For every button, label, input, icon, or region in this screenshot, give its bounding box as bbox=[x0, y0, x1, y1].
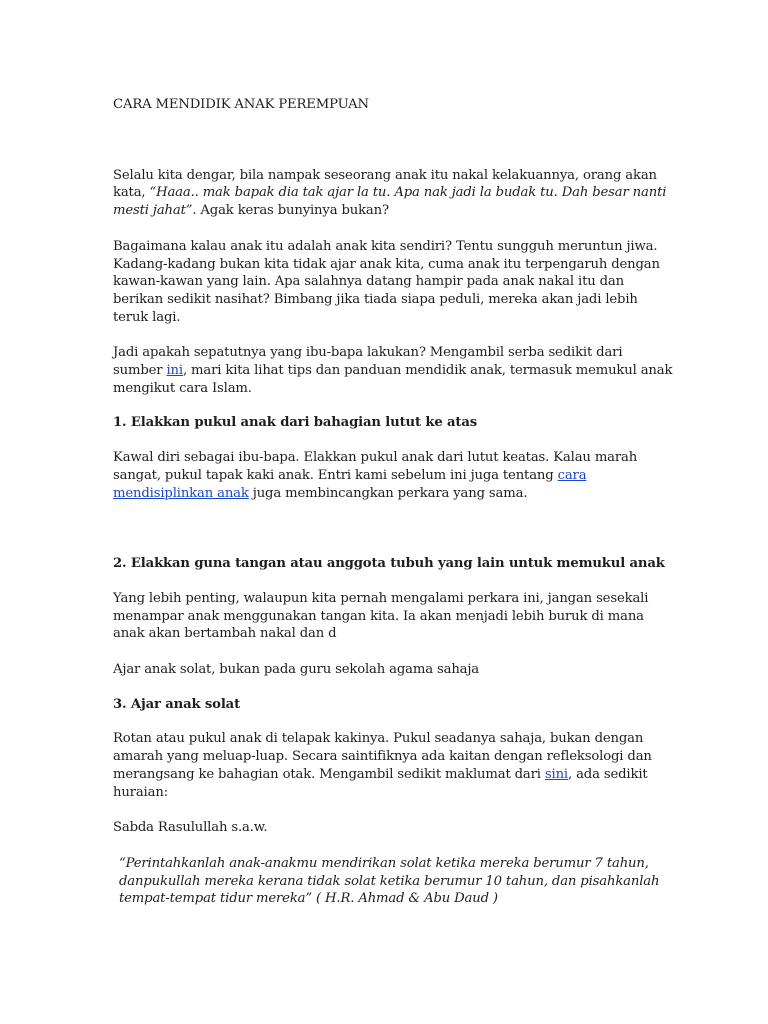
document-title: CARA MENDIDIK ANAK PEREMPUAN bbox=[113, 97, 369, 112]
heading-2: 2. Elakkan guna tangan atau anggota tubuh yang lain untuk memukul anak bbox=[113, 556, 665, 572]
paragraph-hadith-intro: Sabda Rasulullah s.a.w. bbox=[113, 820, 268, 836]
inline-quote: “Haaa.. mak bapak dia tak ajar la tu. Apa nak jadi la budak tu. Dah besar nanti mesti jahat” bbox=[113, 185, 667, 219]
hadith-quote: “Perintahkanlah anak-anakmu mendirikan solat ketika mereka berumur 7 tahun, danpukullah mereka kerana tidak solat ketika berumur 10 tahun, dan pisahkanlah tempat-tempat tidur mereka” ( H.R. Ahmad & Abu Daud ) bbox=[119, 855, 660, 907]
paragraph-foot-sole-tail: , ada sedikit huraian: bbox=[113, 766, 648, 800]
paragraph-intro-text: Selalu kita dengar, bila nampak seseorang anak itu nakal kelakuannya, orang akan kata, bbox=[113, 167, 657, 201]
heading-1: 1. Elakkan pukul anak dari bahagian lutut ke atas bbox=[113, 415, 478, 431]
paragraph-source-text: Jadi apakah sepatutnya yang ibu-bapa lakukan? Mengambil serba sedikit dari sumber bbox=[113, 345, 623, 379]
paragraph-source-tail: , mari kita lihat tips dan panduan mendidik anak, termasuk memukul anak mengikut cara Islam. bbox=[113, 363, 673, 396]
paragraph-self-control-text: Kawal diri sebagai ibu-bapa. Elakkan pukul anak dari lutut keatas. Kalau marah sangat, pukul tapak kaki anak. Entri kami sebelum ini juga tentang bbox=[113, 450, 638, 483]
link-sini[interactable]: sini bbox=[544, 766, 569, 782]
paragraph-foot-sole bbox=[113, 730, 673, 801]
link-cara-mendisiplinkan-anak[interactable]: cara mendisiplinkan anak bbox=[113, 467, 587, 501]
paragraph-own-child: Bagaimana kalau anak itu adalah anak kita sendiri? Tentu sungguh meruntun jiwa. Kadang-kadang bukan kita tidak ajar anak kita, cuma anak itu terpengaruh dengan kawan-kawan yang lain. Apa salahnya datang hampir pada anak nakal itu dan berikan sedikit nasihat? Bimbang jika tiada siapa peduli, mereka akan jadi lebih teruk lagi. bbox=[113, 238, 660, 325]
paragraph-foot-sole-text: Rotan atau pukul anak di telapak kakinya. Pukul seadanya sahaja, bukan dengan amarah yang meluap-luap. Secara saintifiknya ada kaitan dengan refleksologi dan merangsang ke bahagian otak. Mengambil sedikit maklumat dari bbox=[113, 731, 652, 782]
paragraph-self-control-tail: juga membincangkan perkara yang sama. bbox=[248, 485, 528, 501]
paragraph-source bbox=[113, 344, 673, 397]
paragraph-intro bbox=[113, 167, 673, 220]
paragraph-intro-tail: . Agak keras bunyinya bukan? bbox=[192, 203, 389, 219]
paragraph-no-slap: Yang lebih penting, walaupun kita pernah mengalami perkara ini, jangan sesekali menampar anak menggunakan tangan kita. Ia akan menjadi lebih buruk di mana anak akan bertambah nakal dan d bbox=[113, 590, 649, 642]
link-ini[interactable]: ini bbox=[166, 363, 183, 379]
paragraph-teach-prayer: Ajar anak solat, bukan pada guru sekolah agama sahaja bbox=[113, 662, 480, 678]
heading-3: 3. Ajar anak solat bbox=[113, 696, 241, 712]
paragraph-self-control bbox=[113, 449, 673, 502]
document-page bbox=[113, 88, 673, 908]
